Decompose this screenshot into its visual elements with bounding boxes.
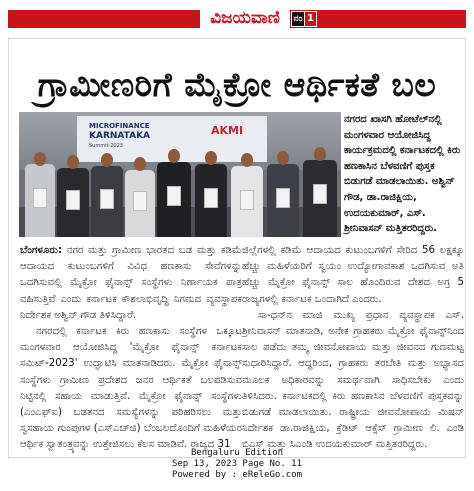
newspaper-title: ವಿಜಯವಾಣಿ <box>200 4 290 32</box>
dateline: ಬೆಂಗಳೂರು: <box>20 245 63 256</box>
book-cover <box>133 191 147 211</box>
person-head <box>314 147 326 161</box>
person-head <box>67 155 79 169</box>
body-column-right <box>242 243 464 454</box>
banner-line-1: MICROFINANCE <box>89 122 150 130</box>
masthead <box>0 0 474 34</box>
photo-caption: ನಗರದ ಖಾಸಗಿ ಹೋಟೆಲ್‌ನಲ್ಲಿ ಮಂಗಳವಾರ ಆಯೋಜಿಸಿದ್ದ ಕಾರ್ಯಕ್ರಮದಲ್ಲಿ ಕರ್ನಾಟಕದಲ್ಲಿ ಕಿರು ಹಣಕಾಸಿನ ಬೆಳವಣಿಗೆ ಪುಸ್ತಕ ಬಿಡುಗಡೆ ಮಾಡಲಾಯಿತು. ಅಶ್ವಿನ್ ಗೌಡ, ಡಾ.ರಾಜಿಕ್ಷಿಯ, ಉದಯಕುಮಾರ್, ಎಸ್. ಶ್ರೀನಿವಾಸನ್ ಮತ್ತಿತರರಿದ್ದರು. <box>344 114 461 235</box>
book-cover <box>240 190 254 210</box>
book-cover <box>204 188 218 208</box>
person-head <box>277 151 289 165</box>
powered-by: Powered by : eReleGo.com <box>171 470 303 480</box>
edition-date-page: Sep 13, 2023 Page No. 11 <box>171 459 303 469</box>
book-cover <box>66 190 80 210</box>
sponsor-logo: AKMI <box>211 124 244 137</box>
book-cover <box>167 186 181 206</box>
person-head <box>205 151 217 165</box>
book-cover <box>313 184 327 204</box>
banner-line-3: Summit-2023 <box>89 143 123 149</box>
badge-rank: 1 <box>305 12 316 26</box>
body-paragraph <box>20 243 242 324</box>
article-headline: ಗ್ರಾಮೀಣರಿಗೆ ಮೈಕ್ರೋ ಆರ್ಥಿಕತೆ ಬಲ <box>37 65 437 104</box>
banner-line-2: KARNATAKA <box>89 131 151 141</box>
person-head <box>34 152 46 166</box>
person-head <box>101 153 113 167</box>
person-head <box>134 157 146 171</box>
book-cover <box>33 188 47 208</box>
book-cover <box>100 189 114 209</box>
person-head <box>241 153 253 167</box>
body-paragraph: ನಗರದಲ್ಲಿ ಕರ್ನಾಟಕ ಕಿರು ಹಣಕಾಸು ಸಂಸ್ಥೆಗಳ ಒಕ್ಕೂಟ ಮಂಗಳವಾರ ಆಯೋಜಿಸಿದ್ದ 'ಮೈಕ್ರೋ ಫೈನಾನ್ಸ್ ಕರ್ನಾಟಕ ಸಮಿಟ್-2023' ಉದ್ಘಾಟಿಸಿ ಮಾತನಾಡಿದರು. ಮೈಕ್ರೋ ಫೈನಾನ್ಸ್ ಸಂಸ್ಥೆಗಳು ಗ್ರಾಮೀಣ ಪ್ರದೇಶದ ಜನರ ಆರ್ಥಿಕತೆ ಬಲಪಡಿಸುವ ನಿಟ್ಟಿನಲ್ಲಿ ಸಹಾಯ ಮಾಡುತ್ತಿವೆ. ಮೈಕ್ರೋ ಫೈನಾನ್ಸ್ ಸಂಸ್ಥೆಗಳು (ಎಂಎಫ್‌ಐ) ಬಡತನದ ಸಮಸ್ಯೆಗಳನ್ನು ಪರಿಹರಿಸಲು ಮತ್ತು ಸ್ವಸಹಾಯ ಗುಂಪುಗಳ (ಎಸ್‌ಎಚ್‌ಜಿ) ಬೆಂಬಲದೊಂದಿಗೆ ಮಹಿಳೆಯರ ಆರ್ಥಿಕ ಸ್ವಾತಂತ್ರ್ಯವನ್ನು ಉತ್ತೇಜಿಸಲು ಕೆಲಸ ಮಾಡಿವೆ. ರಾಜ್ಯದ 31 <box>20 326 242 451</box>
book-cover <box>276 188 290 208</box>
person-head <box>168 149 180 163</box>
body-paragraph: ಜಿಲ್ಲೆಗಳಲ್ಲಿ ಕಡಿಮೆ ಆದಾಯದ ಕುಟುಂಬಗಳಿಗೆ ಸೇರಿದ 56 ಲಕ್ಷಕ್ಕೂ ಹೆಚ್ಚು ಮಹಿಳೆಯರಿಗೆ ಸ್ವಯಂ ಉದ್ಯೋಗಾವಕಾಶ ಒದಗಿಸುವ ಅತಿ ಹೆಚ್ಚು ಮೈಕ್ರೋ ಫೈನಾನ್ಸ್ ಸಾಲ ಹೊಂದಿರುವ ದೇಶದ ಅಗ್ರ 5 ರಾಜ್ಯಗಳಲ್ಲಿ ಕರ್ನಾಟಕ ಒಂದಾಗಿದೆ ಎಂದರು. <box>242 245 464 305</box>
body-paragraph: ಸಾ-ಧನ್‌ನ ಮಾಜಿ ಮುಖ್ಯ ಪ್ರಧಾನ ವ್ಯವಸ್ಥಾಪಕ ಎಸ್. ಶ್ರೀನಿವಾಸನ್ ಮಾತನಾಡಿ, ಅನೇಕ ಗ್ರಾಹಕರು ಮೈಕ್ರೋ ಫೈನಾನ್ಸ್‌ನಿಂದ ಸಾಲ ಪಡೆದು ತಮ್ಮ ಜೀವನೋಪಾಯ ಮತ್ತು ಜೀವನದ ಗುಣಮಟ್ಟ ಸುಧಾರಿಸಿದ್ದಾರೆ. ಆದ್ದರಿಂದ, ಗ್ರಾಹಕರು ತರಬೇತಿ ಮತ್ತು ಅಭ್ಯಾಸದ ಮೂಲಕ ಅಧಿಕಾರವನ್ನು ಸಮರ್ಥವಾಗಿ ಸಾಧಿಸಬೇಕು ಎಂದು ತಿಳಿಸಿದರು. ಕರ್ನಾಟಕದಲ್ಲಿ ಕಿರು ಹಣಕಾಸಿನ ಬೆಳವಣಿಗೆ ಪುಸ್ತಕವನ್ನು ಬಿಡುಗಡೆ ಮಾಡಲಾಯಿತು. ರಾಷ್ಟ್ರೀಯ ಜೀವನೋಪಾಯ ಮಿಷನ್ ನಿರ್ದೇಶಕ ಡಾ.ರಾಜಿಕ್ಷಿಯ, ಕ್ರೆಡಿಟ್ ಆಕ್ಸೆಸ್ ಗ್ರಾಮೀಣ ಲಿ. ಎಂಡಿ ಬಿಎಸ್‌ ಮತ್ತು ಸಿಎಂಡಿ ಉದಯಕುಮಾರ್ ಮತ್ತಿತರರಿದ್ದರು. <box>242 309 464 451</box>
body-column-left <box>20 243 242 454</box>
number-one-badge <box>290 10 318 28</box>
article-photo <box>19 112 341 237</box>
badge-number-label: ನಂ <box>293 14 303 24</box>
edition-name: Bengaluru Edition <box>190 448 284 458</box>
body-text: ನಗರ ಮತ್ತು ಗ್ರಾಮೀಣ ಭಾರತದ ಬಡ ಮತ್ತು ಕಡಿಮೆ ಆದಾಯದ ಕುಟುಂಬಗಳಿಗೆ ವಿವಿಧ ಹಣಕಾಸು ಸೇವೆಗಳನ್ನು ಒದಗಿಸುವಲ್ಲಿ ಮೈಕ್ರೋ ಫೈನಾನ್ಸ್ ಸಂಸ್ಥೆಗಳು ನಿರ್ಣಾಯಕ ಪಾತ್ರ ವಹಿಸುತ್ತಿವೆ ಎಂದು ಕರ್ನಾಟಕ ಕೌಶಲಾಭಿವೃದ್ಧಿ ನಿಗಮದ ವ್ಯವಸ್ಥಾಪಕ ನಿರ್ದೇಶಕ ಅಶ್ವಿನ್ ಗೌಡ ತಿಳಿಸಿದ್ದಾರೆ. <box>20 245 242 321</box>
edition-footer <box>0 448 474 481</box>
